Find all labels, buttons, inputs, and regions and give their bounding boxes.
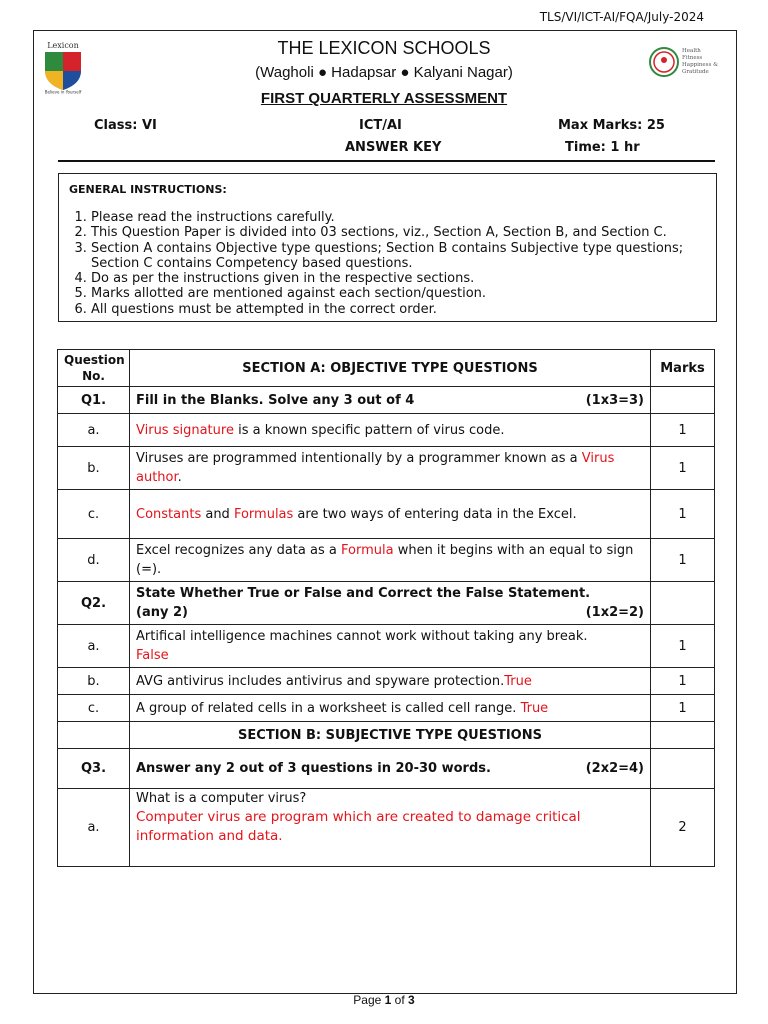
time-label: Time: 1 hr — [565, 140, 640, 155]
instruction-item: 2. This Question Paper is divided into 03 sections, viz., Section A, Section B, and Section C. — [91, 225, 711, 240]
question-number: c. — [58, 490, 130, 539]
question-number: a. — [58, 625, 130, 668]
svg-text:Fitness: Fitness — [682, 55, 703, 61]
question-text: Viruses are programmed intentionally by a programmer known as a Virus author. — [130, 447, 651, 490]
question-number: a. — [58, 789, 130, 867]
section-b-header: SECTION B: SUBJECTIVE TYPE QUESTIONS — [130, 722, 651, 749]
marks-cell: 2 — [651, 789, 715, 867]
table-row — [58, 749, 715, 789]
question-number: c. — [58, 695, 130, 722]
question-text: Artifical intelligence machines cannot work without taking any break. False — [130, 625, 651, 668]
table-row — [58, 625, 715, 668]
empty-cell — [58, 722, 130, 749]
question-number: b. — [58, 447, 130, 490]
table-row — [58, 668, 715, 695]
question-text: Answer any 2 out of 3 questions in 20-30 words. (2x2=4) — [130, 749, 651, 789]
max-marks-label: Max Marks: 25 — [558, 118, 665, 133]
general-instructions-box — [58, 173, 717, 322]
question-text: AVG antivirus includes antivirus and spyware protection.True — [130, 668, 651, 695]
page-number: Page 1 of 3 — [353, 993, 415, 1007]
table-row — [58, 539, 715, 582]
section-a-header: SECTION A: OBJECTIVE TYPE QUESTIONS — [130, 350, 651, 387]
table-header-row — [58, 350, 715, 387]
question-number: a. — [58, 414, 130, 447]
svg-text:Lexicon: Lexicon — [47, 41, 79, 50]
question-number: d. — [58, 539, 130, 582]
exam-title: FIRST QUARTERLY ASSESSMENT — [260, 90, 508, 107]
answer-key-label: ANSWER KEY — [345, 140, 442, 155]
question-text: Constants and Formulas are two ways of entering data in the Excel. — [130, 490, 651, 539]
class-label: Class: VI — [94, 118, 157, 133]
instructions-heading: GENERAL INSTRUCTIONS: — [69, 183, 227, 196]
instructions-list — [59, 210, 711, 317]
question-number: Q3. — [58, 749, 130, 789]
instruction-item: 6. All questions must be attempted in the correct order. — [91, 302, 711, 317]
svg-text:Happiness &: Happiness & — [682, 62, 718, 68]
svg-text:Believe in Yourself: Believe in Yourself — [44, 89, 82, 94]
question-number: Q1. — [58, 387, 130, 414]
table-row — [58, 695, 715, 722]
instruction-item: 5. Marks allotted are mentioned against each section/question. — [91, 286, 711, 301]
marks-cell: 1 — [651, 668, 715, 695]
marks-cell: 1 — [651, 414, 715, 447]
school-name: THE LEXICON SCHOOLS — [277, 38, 491, 58]
subject-label: ICT/AI — [359, 118, 402, 133]
table-row — [58, 447, 715, 490]
instruction-item: 1. Please read the instructions carefully. — [91, 210, 711, 225]
marks-cell: 1 — [651, 539, 715, 582]
table-row — [58, 414, 715, 447]
question-number: Q2. — [58, 582, 130, 625]
question-table — [57, 349, 715, 867]
marks-cell — [651, 387, 715, 414]
table-row — [58, 582, 715, 625]
question-text: Fill in the Blanks. Solve any 3 out of 4 (1x3=3) — [130, 387, 651, 414]
question-no-header: Question No. — [58, 350, 130, 387]
instruction-item: 3. Section A contains Objective type questions; Section B contains Subjective type questions; Section C contains Competency based questions. — [91, 241, 711, 272]
question-text: Virus signature is a known specific pattern of virus code. — [130, 414, 651, 447]
question-number: b. — [58, 668, 130, 695]
empty-cell — [651, 722, 715, 749]
question-text: State Whether True or False and Correct the False Statement. (any 2) (1x2=2) — [130, 582, 651, 625]
table-row — [58, 490, 715, 539]
question-text: What is a computer virus? Computer virus are program which are created to damage critical information and data. — [130, 789, 651, 867]
svg-text:Health: Health — [682, 48, 701, 54]
section-b-row — [58, 722, 715, 749]
instruction-item: 4. Do as per the instructions given in the respective sections. — [91, 271, 711, 286]
marks-header: Marks — [651, 350, 715, 387]
marks-cell — [651, 582, 715, 625]
marks-cell: 1 — [651, 625, 715, 668]
marks-cell: 1 — [651, 490, 715, 539]
svg-text:Gratitude: Gratitude — [682, 69, 709, 75]
campus-list: (Wagholi ● Hadapsar ● Kalyani Nagar) — [255, 64, 513, 81]
document-reference: TLS/VI/ICT-AI/FQA/July-2024 — [539, 10, 704, 24]
marks-cell: 1 — [651, 695, 715, 722]
table-row — [58, 387, 715, 414]
table-row — [58, 789, 715, 867]
question-text: Excel recognizes any data as a Formula when it begins with an equal to sign (=). — [130, 539, 651, 582]
marks-cell: 1 — [651, 447, 715, 490]
question-text: A group of related cells in a worksheet is called cell range. True — [130, 695, 651, 722]
marks-cell — [651, 749, 715, 789]
header-divider — [58, 160, 715, 162]
